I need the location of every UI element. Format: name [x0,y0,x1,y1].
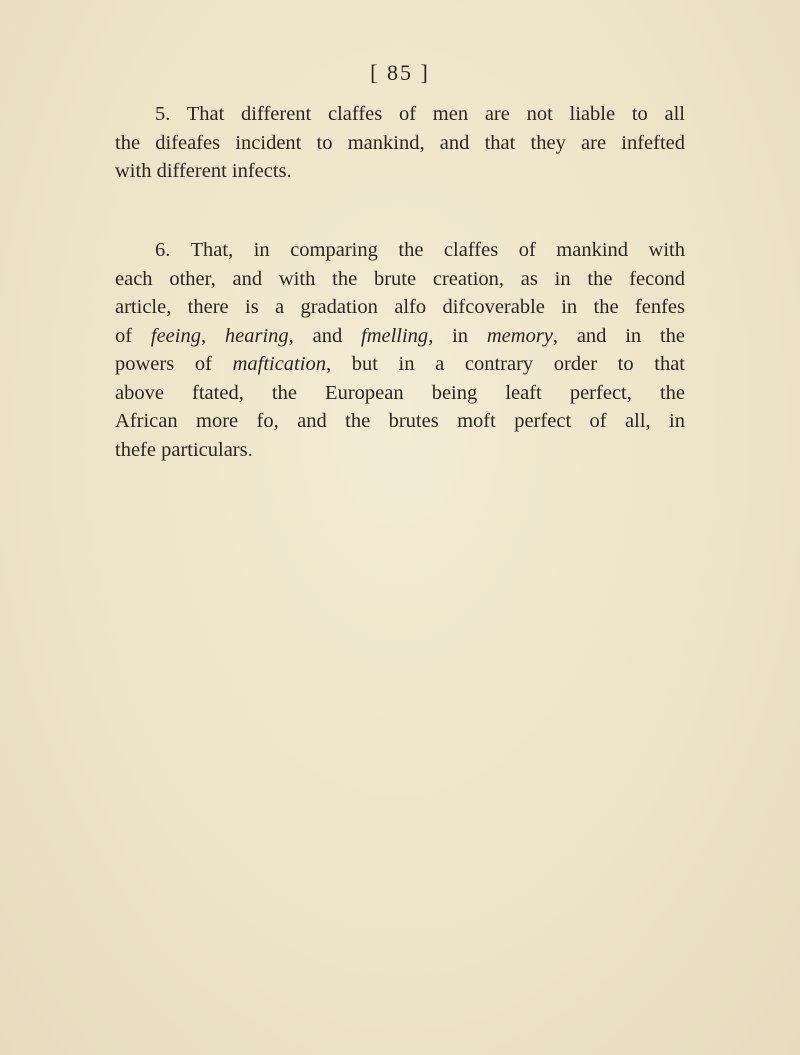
text-run: , in [428,324,487,347]
page-number: [ 85 ] [370,60,430,85]
paragraph-line: with different infects. [115,160,292,182]
paragraph-line: African more fo, and the brutes moft perfect of all, in [115,410,685,432]
text-run: , but in a contrary order to that [325,353,685,375]
paragraph-line: each other, and with the brute creation, as in the fecond [115,267,685,290]
text-run: powers of [115,353,233,375]
paragraph-line: thefe particulars. [115,438,253,461]
paragraph-line: above ftated, the European being leaft perfect, the [115,381,685,404]
italic-term: hearing [224,324,289,347]
italic-term: fmelling [361,324,429,347]
paragraph-line: the difeafes incident to mankind, and that they are infefted [115,131,685,154]
paragraph-line: article, there is a gradation alfo difcoverable in the fenfes [115,296,685,318]
paragraph-5 [115,100,685,186]
text-run: , and [288,324,361,347]
paragraph-line [115,350,685,379]
italic-term: memory [486,324,553,347]
italic-term: maftication [232,353,326,375]
text-run: , and in the [552,324,686,347]
text-run: , [200,324,225,347]
paragraph-line [115,322,685,351]
paragraph-6 [115,236,685,464]
paragraph-line: 5. That different claffes of men are not liable to all [155,103,685,125]
italic-term: feeing [150,324,201,347]
text-run: of [115,324,151,347]
paragraph-line: 6. That, in comparing the claffes of mankind with [155,239,685,261]
